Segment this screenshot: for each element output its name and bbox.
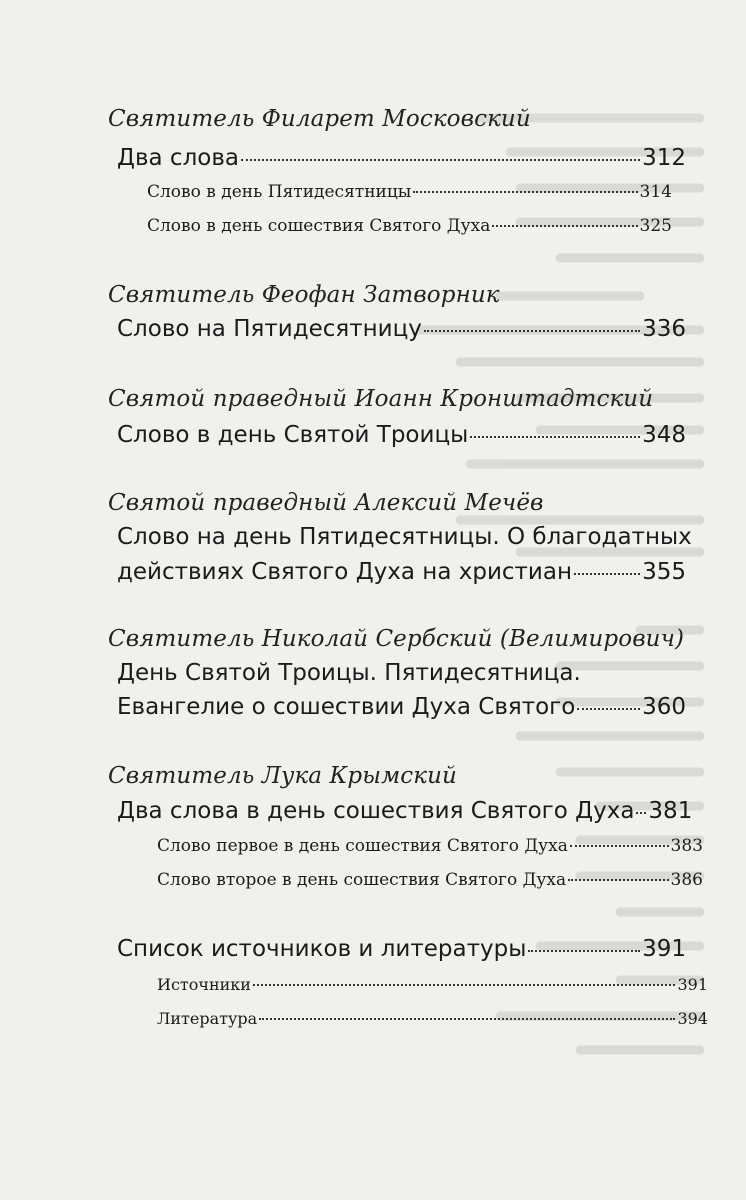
author-heading: Святой праведный Иоанн Кронштадтский <box>108 386 654 412</box>
dot-leader <box>568 879 668 881</box>
entry-title: Источники <box>157 975 251 994</box>
toc-subentry[interactable] <box>157 975 708 994</box>
dot-leader <box>570 845 669 847</box>
dot-leader <box>413 191 637 193</box>
entry-title: Два слова в день сошествия Святого Духа <box>117 798 635 824</box>
author-heading: Святитель Лука Крымский <box>108 763 457 789</box>
entry-title-line: День Святой Троицы. Пятидесятница. <box>117 660 581 686</box>
toc-subentry[interactable] <box>147 182 672 202</box>
page-number: 360 <box>642 694 686 720</box>
page-number: 336 <box>642 316 686 342</box>
page-number: 391 <box>642 936 686 962</box>
toc-subentry[interactable] <box>157 1009 708 1028</box>
toc-subentry[interactable] <box>157 836 703 856</box>
page-number: 386 <box>670 870 703 890</box>
toc-entry[interactable] <box>117 422 686 448</box>
dot-leader <box>636 812 646 814</box>
dot-leader <box>574 573 640 575</box>
author-heading: Святой праведный Алексий Мечёв <box>108 490 544 516</box>
dot-leader <box>470 436 640 438</box>
dot-leader <box>577 708 640 710</box>
page-number: 381 <box>648 798 693 824</box>
entry-title: Литература <box>157 1009 258 1028</box>
toc-subentry[interactable] <box>147 216 672 236</box>
page-number: 314 <box>639 182 672 202</box>
page-number: 312 <box>642 145 686 171</box>
author-heading: Святитель Филарет Московский <box>108 106 531 132</box>
dot-leader <box>259 1018 675 1020</box>
dot-leader <box>253 984 675 986</box>
page-number: 394 <box>677 1009 708 1028</box>
entry-title: Слово в день сошествия Святого Духа <box>147 216 491 236</box>
toc-entry[interactable] <box>117 798 693 824</box>
page-number: 348 <box>642 422 686 448</box>
entry-title: Список источников и литературы <box>117 936 527 962</box>
entry-title: Слово на Пятидесятницу <box>117 316 422 342</box>
entry-title: Слово в день Святой Троицы <box>117 422 469 448</box>
toc-entry[interactable] <box>117 936 686 962</box>
entry-title-line: Слово на день Пятидесятницы. О благодатных <box>117 524 692 550</box>
toc-entry[interactable] <box>117 145 686 171</box>
toc-entry[interactable] <box>117 559 686 585</box>
entry-title: Евангелие о сошествии Духа Святого <box>117 694 576 720</box>
entry-title: Слово в день Пятидесятницы <box>147 182 412 202</box>
entry-title: действиях Святого Духа на христиан <box>117 559 573 585</box>
page-number: 325 <box>639 216 672 236</box>
entry-title: Слово первое в день сошествия Святого Духа <box>157 836 568 856</box>
entry-title: Два слова <box>117 145 239 171</box>
dot-leader <box>528 950 640 952</box>
author-heading: Святитель Феофан Затворник <box>108 282 500 308</box>
toc-subentry[interactable] <box>157 870 703 890</box>
toc-entry-line <box>117 660 581 686</box>
dot-leader <box>492 225 637 227</box>
toc-entry-line <box>117 524 692 550</box>
page-number: 391 <box>677 975 708 994</box>
page-number: 383 <box>670 836 703 856</box>
toc-entry[interactable] <box>117 316 686 342</box>
page-number: 355 <box>642 559 686 585</box>
dot-leader <box>424 330 640 332</box>
dot-leader <box>241 159 640 161</box>
author-heading: Святитель Николай Сербский (Велимирович) <box>108 626 685 652</box>
toc-entry[interactable] <box>117 694 686 720</box>
entry-title: Слово второе в день сошествия Святого Духа <box>157 870 567 890</box>
